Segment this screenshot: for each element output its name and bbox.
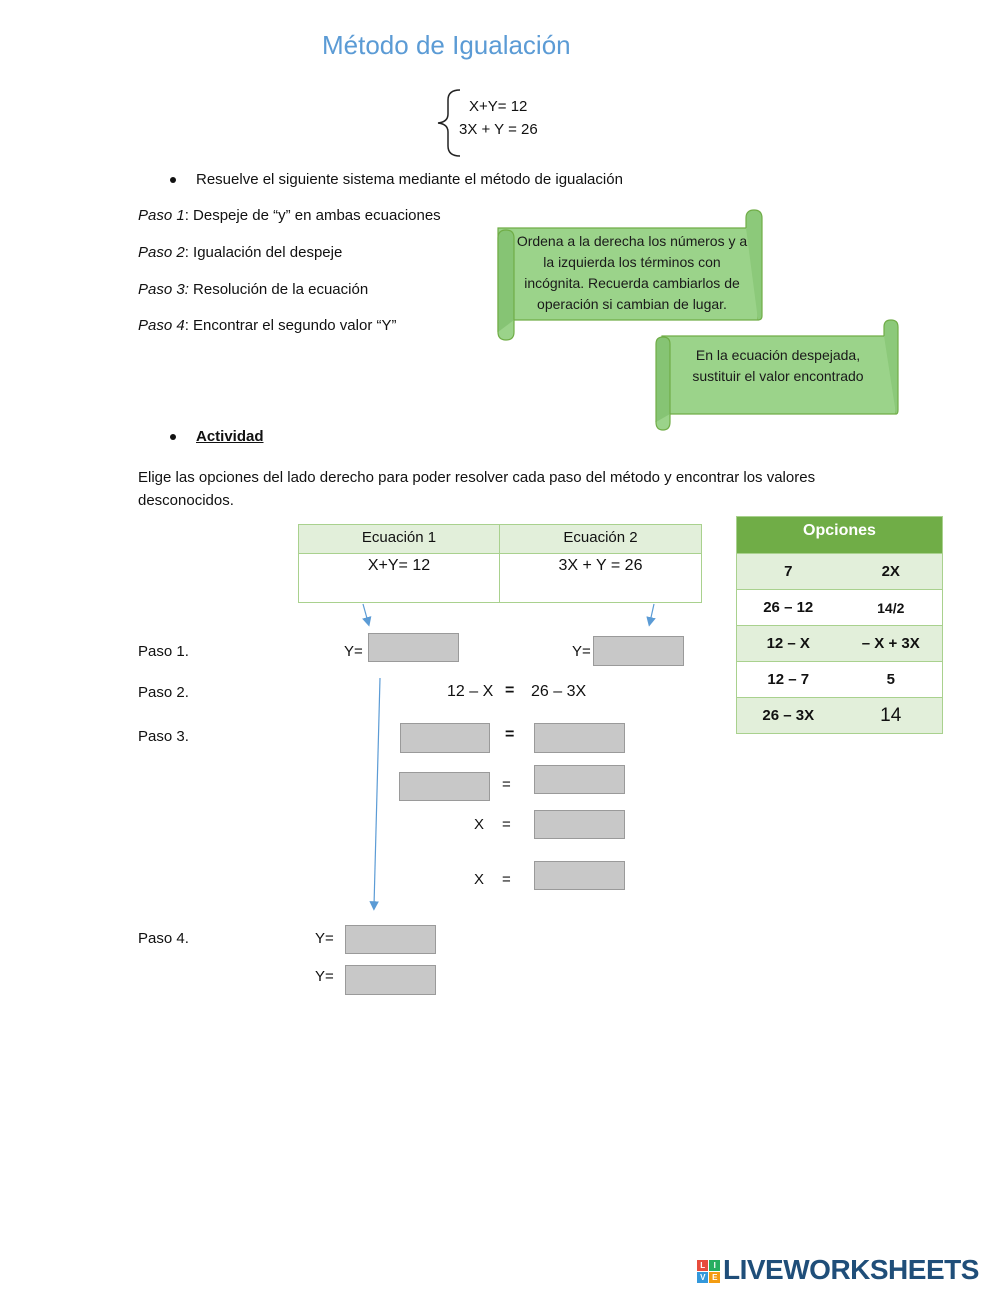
paso3-equals-4: =	[502, 871, 511, 888]
step-3-text: Resolución de la ecuación	[188, 281, 369, 298]
options-row	[737, 661, 942, 697]
equation-2-header: Ecuación 2	[500, 525, 701, 554]
option-item[interactable]: – X + 3X	[861, 635, 920, 652]
equation-1-value: X+Y= 12	[367, 557, 431, 574]
drop-box-paso4-1[interactable]	[345, 925, 436, 954]
logo-letter: I	[709, 1260, 720, 1271]
option-item[interactable]: 5	[886, 671, 895, 688]
x-label: X	[474, 816, 485, 833]
option-item[interactable]: 12 – X	[766, 635, 810, 652]
arrow-paso4	[374, 678, 380, 906]
logo-letter: V	[697, 1272, 708, 1283]
logo-letter: L	[697, 1260, 708, 1271]
liveworksheets-logo	[697, 1254, 979, 1286]
step-1-text: : Despeje de “y” en ambas ecuaciones	[184, 207, 441, 224]
equation-1-header: Ecuación 1	[299, 525, 499, 554]
drop-box-paso1-right[interactable]	[593, 636, 684, 666]
paso3-equals-2: =	[502, 776, 511, 793]
system-eq2: 3X + Y = 26	[459, 121, 538, 138]
drop-box-paso3-b-left[interactable]	[399, 772, 490, 801]
step-4-text: : Encontrar el segundo valor “Y”	[184, 317, 397, 334]
option-item[interactable]: 2X	[881, 563, 900, 580]
step-4-label: Paso 4	[138, 317, 185, 334]
options-row	[737, 697, 942, 733]
drop-box-paso3-x2[interactable]	[534, 861, 625, 890]
option-item[interactable]: 14/2	[877, 599, 905, 616]
drop-box-paso3-a-right[interactable]	[534, 723, 625, 753]
options-row	[737, 553, 942, 589]
option-item[interactable]: 14	[880, 704, 902, 726]
options-heading: Opciones	[737, 517, 942, 553]
x-label: X	[474, 871, 485, 888]
arrow-eq2	[650, 604, 654, 622]
page-title: Método de Igualación	[322, 30, 571, 60]
step-2-label: Paso 2	[138, 244, 185, 261]
paso3-equals-1: =	[505, 726, 515, 743]
option-item[interactable]: 12 – 7	[767, 671, 810, 688]
drop-box-paso3-a-left[interactable]	[400, 723, 490, 753]
drop-box-paso3-x1[interactable]	[534, 810, 625, 839]
y-equals-label: Y=	[315, 930, 334, 947]
y-equals-label: Y=	[315, 968, 334, 985]
paso2-right-expr: 26 – 3X	[531, 683, 587, 700]
intro-text: Resuelve el siguiente sistema mediante el método de igualación	[196, 171, 623, 188]
activity-instructions: Elige las opciones del lado derecho para poder resolver cada paso del método y encontrar los valores desconocidos.	[138, 469, 816, 509]
paso2-left-expr: 12 – X	[447, 683, 494, 700]
equation-2-value: 3X + Y = 26	[558, 557, 643, 574]
arrow-eq1	[363, 604, 368, 622]
paso3-equals-3: =	[502, 816, 511, 833]
options-table	[736, 516, 943, 734]
option-item[interactable]: 26 – 12	[763, 599, 814, 616]
options-row	[737, 589, 942, 625]
paso-4-label: Paso 4.	[138, 930, 189, 947]
options-row	[737, 625, 942, 661]
paso-2-label: Paso 2.	[138, 684, 189, 701]
drop-box-paso4-2[interactable]	[345, 965, 436, 995]
brand-name: LIVEWORKSHEETS	[723, 1254, 979, 1285]
logo-letter: E	[709, 1272, 720, 1283]
drop-box-paso1-left[interactable]	[368, 633, 459, 662]
scroll-note-1: Ordena a la derecha los números y a la izquierda los términos con incógnita. Recuerda cambiarlos de operación si cambian de lugar.	[516, 233, 748, 312]
paso2-equals: =	[505, 682, 515, 699]
step-3-label: Paso 3:	[138, 281, 189, 298]
option-item[interactable]: 26 – 3X	[762, 707, 815, 724]
drop-box-paso3-b-right[interactable]	[534, 765, 625, 794]
y-equals-label: Y=	[572, 643, 591, 660]
paso-1-label: Paso 1.	[138, 643, 189, 660]
option-item[interactable]: 7	[784, 563, 793, 580]
activity-heading: Actividad	[196, 428, 264, 445]
paso-3-label: Paso 3.	[138, 728, 189, 745]
step-1-label: Paso 1	[138, 207, 185, 224]
y-equals-label: Y=	[344, 643, 363, 660]
logo-squares-icon	[697, 1260, 720, 1283]
system-eq1: X+Y= 12	[469, 98, 528, 115]
scroll-note-2: En la ecuación despejada, sustituir el valor encontrado	[692, 347, 864, 384]
step-2-text: : Igualación del despeje	[184, 244, 343, 261]
